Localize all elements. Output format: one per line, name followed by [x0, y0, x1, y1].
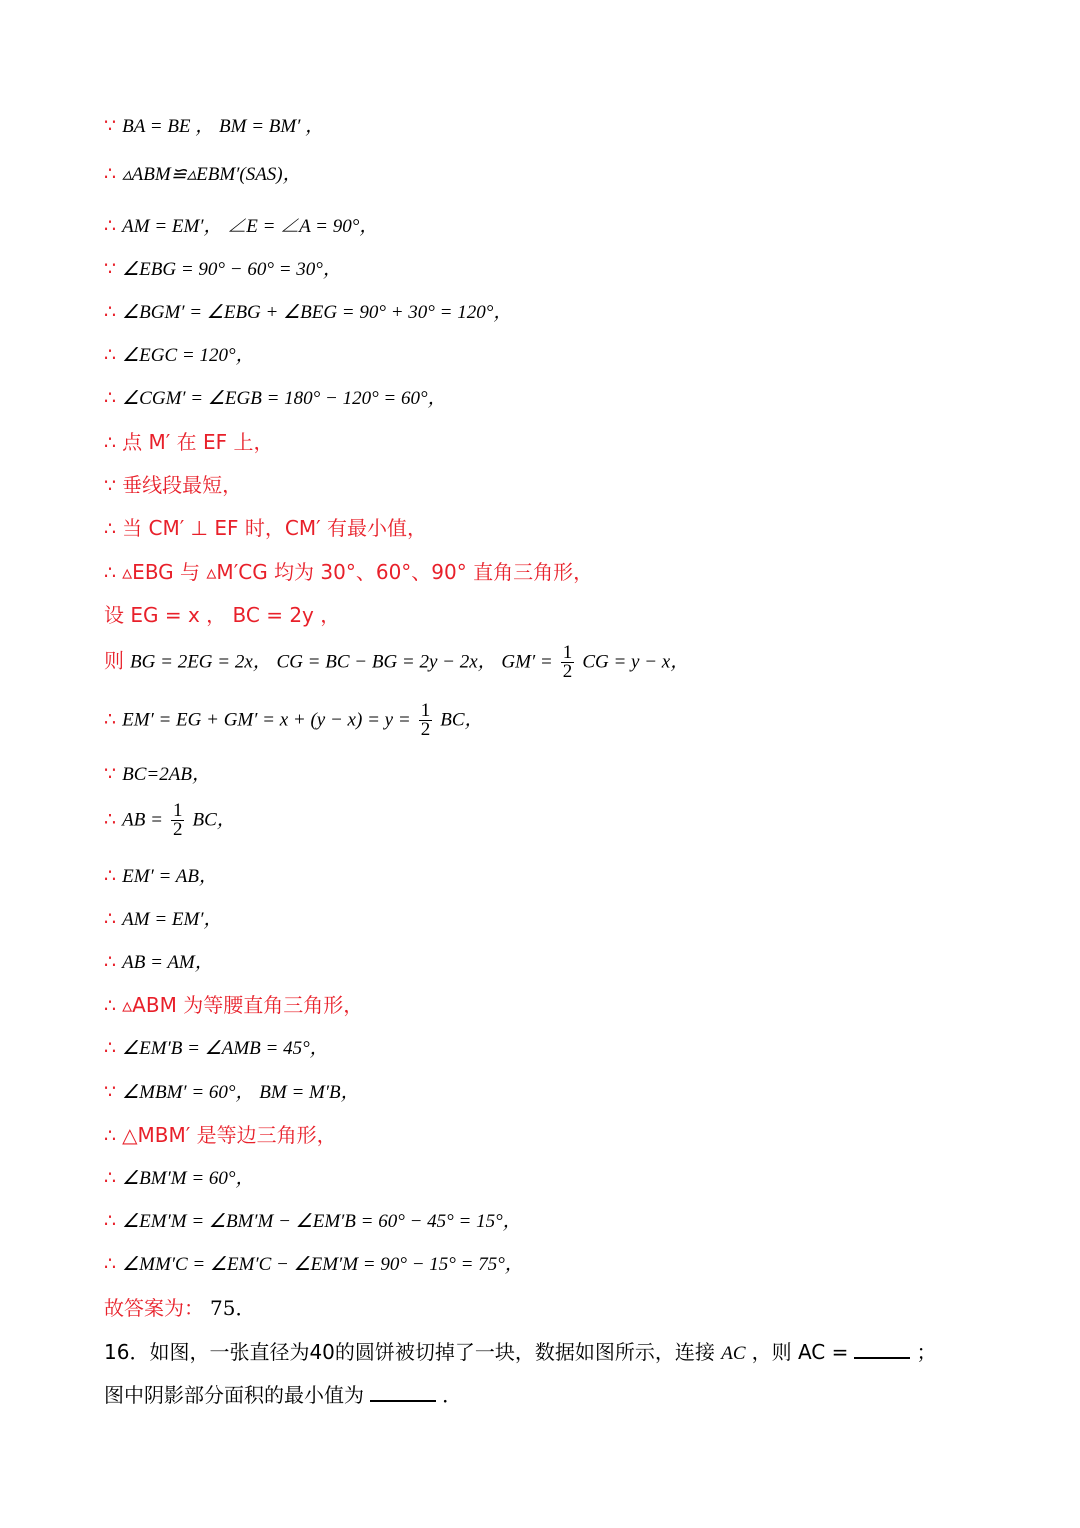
solution-line — [104, 343, 255, 368]
therefore-symbol: ∴ — [104, 301, 117, 323]
solution-text: 当 CM′ ⊥ EF 时，CM′ 有最小值， — [122, 516, 428, 540]
math-expression: ∠MBM′ = 60°， BM = M′B， — [122, 1082, 360, 1103]
solution-text: ▵ABM 为等腰直角三角形， — [122, 993, 364, 1017]
math-expression: AM = EM′， — [122, 909, 223, 930]
fraction-numerator: 1 — [420, 700, 431, 721]
math-expression: AB = — [122, 809, 163, 831]
solution-line — [104, 1036, 329, 1061]
math-expression: AM = EM′， ∠E = ∠A = 90°， — [122, 216, 379, 237]
math-expression: BA = BE ， BM = BM′ ， — [122, 116, 325, 137]
solution-line — [104, 644, 689, 681]
answer-line — [104, 1296, 256, 1321]
math-expression: ∠BGM′ = ∠EBG + ∠BEG = 90° + 30° = 120°， — [122, 302, 513, 323]
therefore-symbol: ∴ — [104, 1167, 117, 1189]
solution-line — [104, 1080, 360, 1105]
solution-line — [104, 1123, 337, 1148]
math-expression: ∠CGM′ = ∠EGB = 180° − 120° = 60°， — [122, 388, 447, 409]
math-expression: ∠EM′M = ∠BM′M − ∠EM′B = 60° − 45° = 15°， — [122, 1211, 522, 1232]
therefore-symbol: ∴ — [104, 1210, 117, 1232]
math-expression: BC， — [440, 709, 484, 731]
solution-line — [104, 257, 342, 282]
solution-line — [104, 993, 363, 1018]
question-line-2 — [104, 1382, 462, 1408]
question-text: 16．如图，一张直径为40的圆饼被切掉了一块，数据如图所示，连接 — [104, 1340, 722, 1364]
therefore-symbol: ∴ — [104, 1125, 117, 1147]
math-expression: ▵ABM≌▵EBM′(SAS)， — [122, 164, 302, 185]
therefore-symbol: ∴ — [104, 951, 117, 973]
answer-label: 故答案为： — [104, 1296, 204, 1320]
fraction — [561, 644, 575, 681]
therefore-symbol: ∴ — [104, 562, 117, 584]
fraction-denominator: 2 — [562, 661, 573, 682]
because-symbol: ∵ — [104, 115, 117, 137]
fraction-numerator: 1 — [172, 800, 183, 821]
question-line-1 — [104, 1339, 936, 1366]
solution-line — [104, 802, 236, 839]
solution-line — [104, 1252, 524, 1277]
therefore-symbol: ∴ — [104, 387, 117, 409]
solution-text: 设 EG = x ， BC = 2y ， — [104, 603, 341, 627]
solution-line — [104, 907, 223, 932]
because-symbol: ∵ — [104, 1081, 117, 1103]
question-math: AC — [721, 1343, 746, 1364]
math-expression: BC=2AB， — [122, 764, 211, 785]
question-text: ． — [442, 1383, 463, 1407]
solution-line — [104, 114, 324, 139]
therefore-symbol: ∴ — [104, 1037, 117, 1059]
therefore-symbol: ∴ — [104, 995, 117, 1017]
therefore-symbol: ∴ — [104, 344, 117, 366]
fraction — [419, 702, 433, 739]
solution-text: ▵EBG 与 ▵M′CG 均为 30°、60°、90° 直角三角形， — [122, 560, 594, 584]
solution-line — [104, 864, 218, 889]
fraction-denominator: 2 — [420, 719, 431, 740]
solution-text: 垂线段最短， — [122, 473, 243, 497]
because-symbol: ∵ — [104, 763, 117, 785]
fraction-numerator: 1 — [562, 642, 573, 663]
math-expression: ∠BM′M = 60°， — [122, 1168, 255, 1189]
math-expression: EM′ = AB， — [122, 866, 218, 887]
therefore-symbol: ∴ — [104, 708, 117, 731]
therefore-symbol: ∴ — [104, 865, 117, 887]
solution-line — [104, 702, 484, 739]
therefore-symbol: ∴ — [104, 1253, 117, 1275]
solution-line — [104, 603, 340, 628]
solution-line — [104, 1209, 522, 1234]
therefore-symbol: ∴ — [104, 215, 117, 237]
solution-line — [104, 1166, 255, 1191]
fraction — [171, 802, 185, 839]
question-text: 图中阴影部分面积的最小值为 — [104, 1383, 364, 1407]
therefore-symbol: ∴ — [104, 432, 117, 454]
therefore-symbol: ∴ — [104, 518, 117, 540]
solution-line — [104, 762, 211, 787]
question-text: ； — [916, 1340, 937, 1364]
answer-blank[interactable] — [854, 1339, 910, 1359]
math-expression: ∠EBG = 90° − 60° = 30°， — [122, 259, 342, 280]
math-expression: ∠MM′C = ∠EM′C − ∠EM′M = 90° − 15° = 75°， — [122, 1254, 524, 1275]
solution-line — [104, 386, 447, 411]
math-expression: ∠EM′B = ∠AMB = 45°， — [122, 1038, 329, 1059]
solution-line — [104, 950, 214, 975]
therefore-symbol: ∴ — [104, 908, 117, 930]
math-expression: EM′ = EG + GM′ = x + (y − x) = y = — [122, 709, 411, 731]
math-expression: AB = AM， — [122, 952, 214, 973]
math-expression: ∠EGC = 120°， — [122, 345, 255, 366]
solution-line — [104, 162, 302, 187]
solution-line — [104, 560, 593, 585]
solution-line — [104, 214, 378, 239]
because-symbol: ∵ — [104, 475, 117, 497]
fraction-denominator: 2 — [172, 819, 183, 840]
math-expression: CG = y − x， — [582, 651, 690, 673]
solution-line — [104, 300, 512, 325]
solution-line — [104, 473, 242, 498]
solution-text: △MBM′ 是等边三角形， — [122, 1123, 337, 1147]
solution-text: 点 M′ 在 EF 上， — [122, 430, 274, 454]
question-text: ，则 AC = — [751, 1340, 849, 1364]
math-expression: BC， — [192, 809, 236, 831]
therefore-symbol: ∴ — [104, 163, 117, 185]
answer-value: 75． — [210, 1296, 256, 1320]
solution-line — [104, 430, 274, 455]
therefore-symbol: ∴ — [104, 808, 117, 831]
because-symbol: ∵ — [104, 258, 117, 280]
solution-line — [104, 516, 427, 541]
answer-blank[interactable] — [370, 1382, 436, 1402]
solution-prefix: 则 — [104, 648, 124, 673]
math-expression: BG = 2EG = 2x， CG = BC − BG = 2y − 2x， GM′ = — [130, 651, 553, 673]
